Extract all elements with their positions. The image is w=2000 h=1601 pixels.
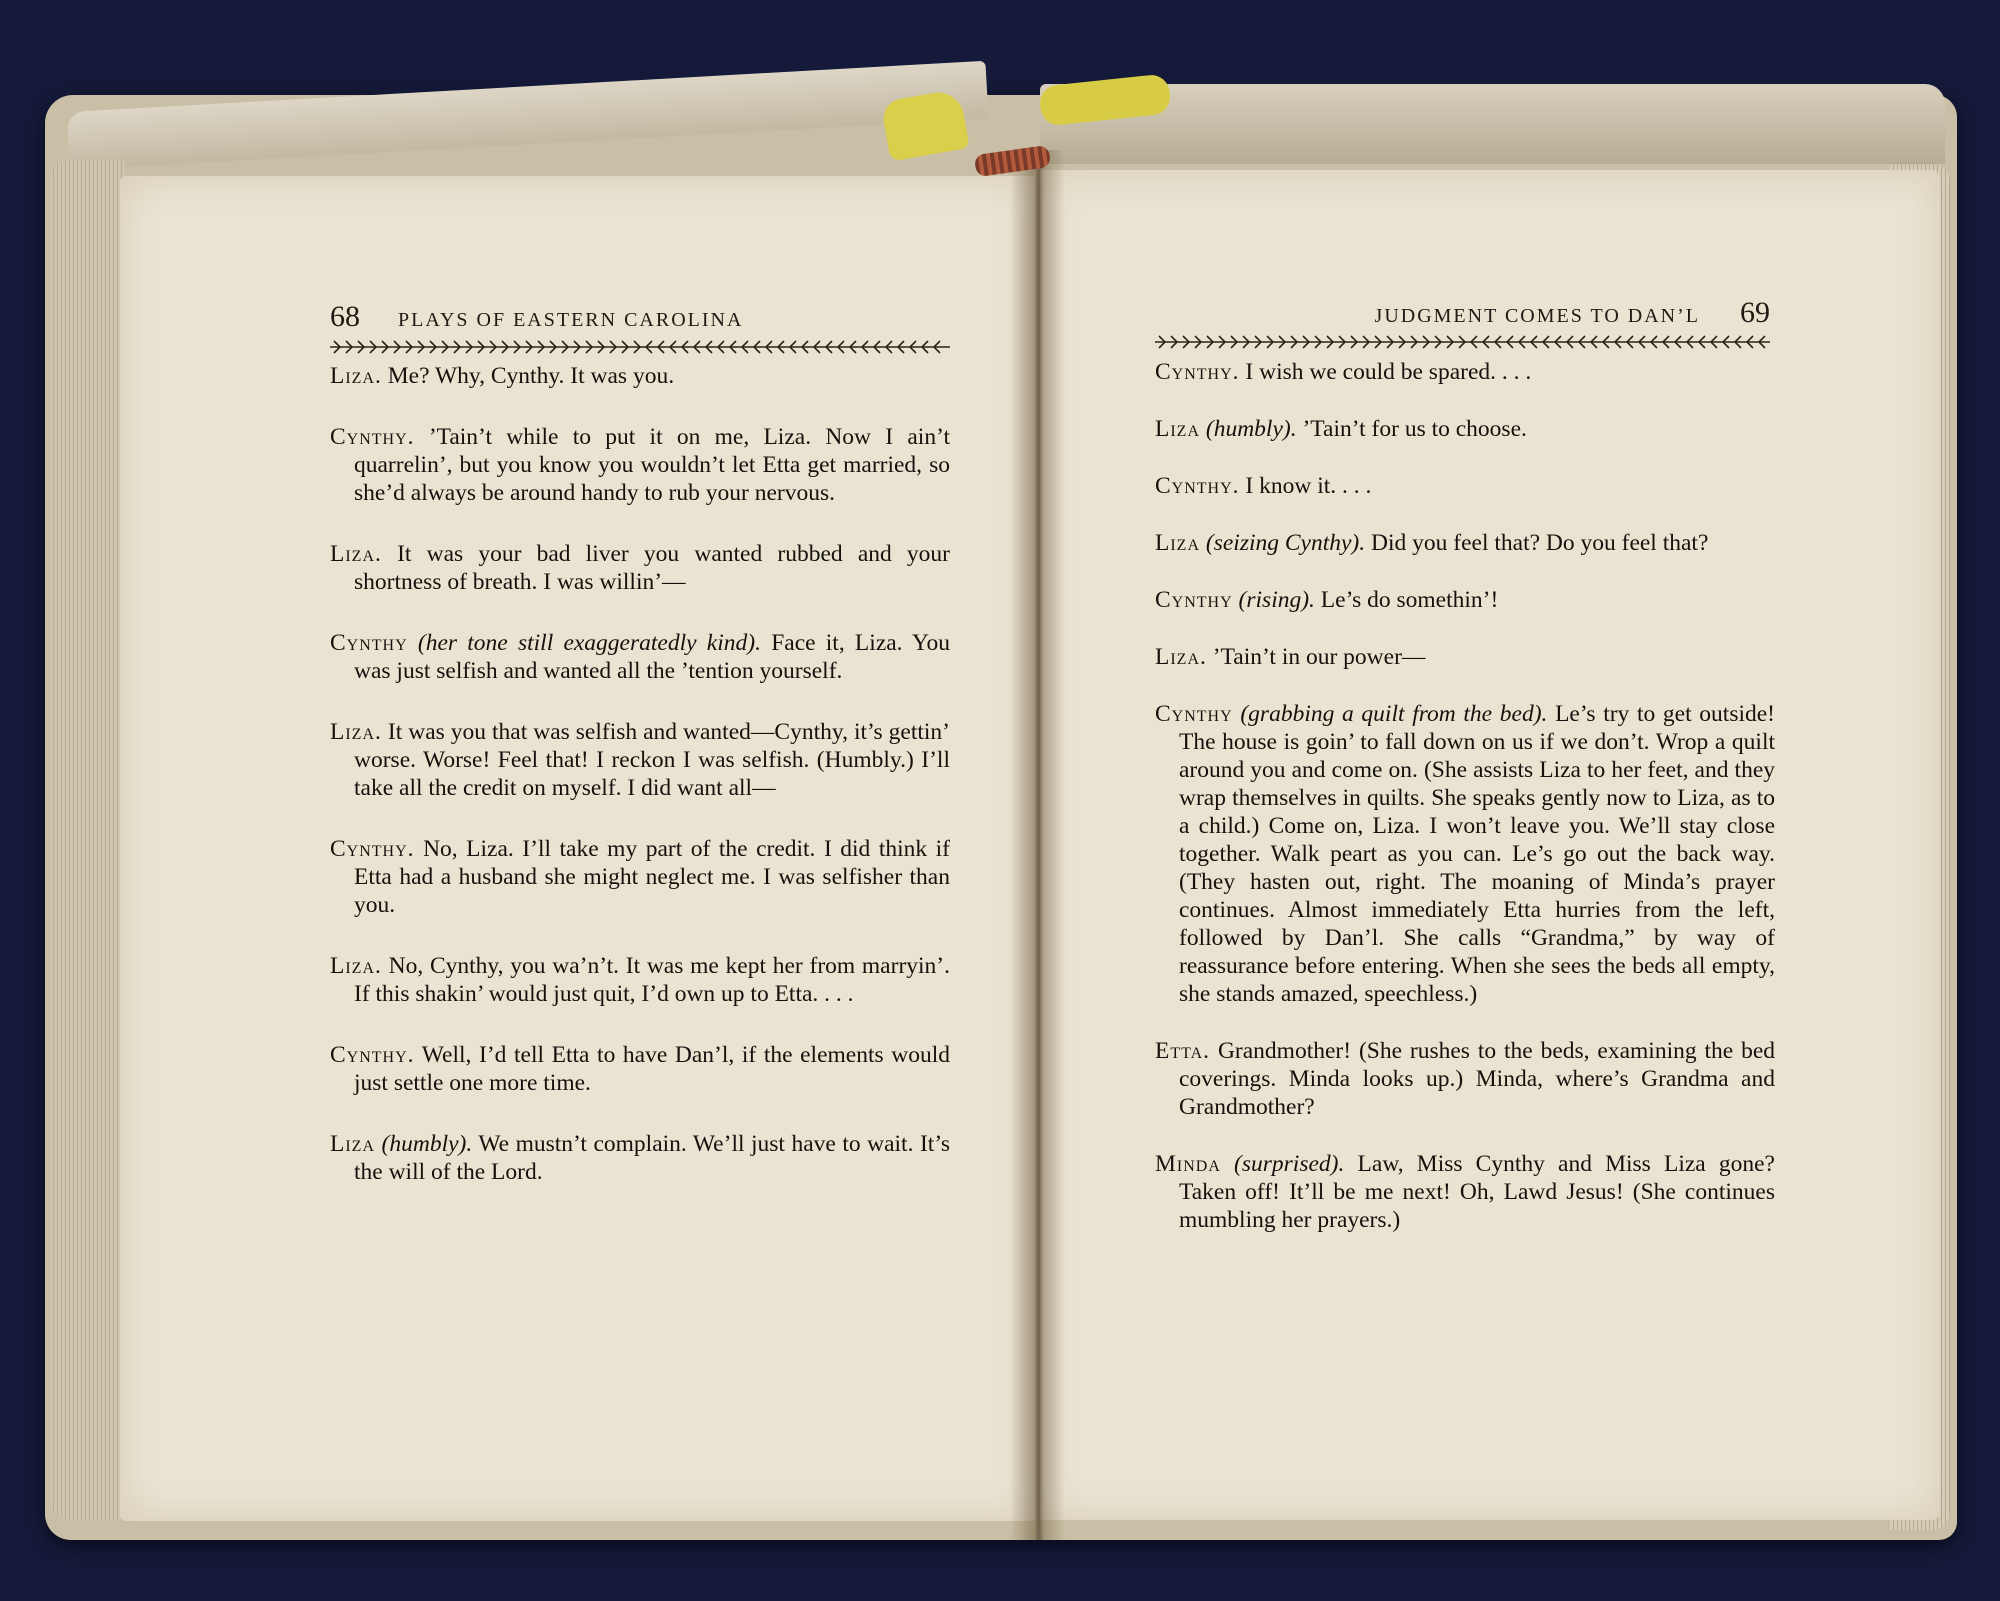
speech-text: No, Cynthy, you wa’n’t. It was me kept her from marryin’. If this shakin’ would just quit, I’d own up to Etta. . . . [354, 953, 950, 1007]
speaker-name: Liza. [330, 953, 382, 979]
speaker-name: Liza [1155, 530, 1201, 556]
speech [330, 629, 950, 685]
speech [1155, 472, 1775, 500]
speech-text: Face it, Liza. You was just selfish and wanted all the ’tention yourself. [354, 630, 951, 684]
speech-text: It was you that was selfish and wanted—Cynthy, it’s gettin’ worse. Worse! Feel that! I reckon I was selfish. (Humbly.) I’ll take all the credit on myself. I did want all— [354, 719, 951, 801]
speaker-name: Etta. [1155, 1038, 1211, 1064]
speech [330, 423, 950, 507]
speech [1155, 529, 1775, 557]
stage-direction: (humbly). [381, 1131, 473, 1157]
speech-text: No, Liza. I’ll take my part of the credit. I did think if Etta had a husband she might neglect me. I was selfisher than you. [354, 836, 950, 918]
speech [1155, 700, 1775, 1008]
speaker-name: Cynthy. [330, 836, 415, 862]
stage-direction: (rising). [1238, 587, 1315, 613]
running-title: PLAYS OF EASTERN CAROLINA [398, 309, 744, 331]
speaker-name: Liza [1155, 416, 1201, 442]
left-page-header [330, 300, 950, 334]
speech [1155, 358, 1775, 386]
speaker-name: Cynthy. [330, 1042, 415, 1068]
speaker-name: Liza. [1155, 644, 1207, 670]
page-edges-left [50, 160, 125, 1520]
stage-direction: (her tone still exaggeratedly kind). [417, 630, 761, 656]
speech-text: ’Tain’t while to put it on me, Liza. Now I ain’t quarrelin’, but you know you wouldn’t let Etta get married, so she’d always be around handy to rub your nervous. [354, 424, 950, 506]
stage-direction: (grabbing a quilt from the bed). [1240, 701, 1548, 727]
speech-text: We mustn’t complain. We’ll just have to wait. It’s the will of the Lord. [354, 1131, 950, 1185]
right-page-header [1270, 296, 1770, 330]
speaker-name: Liza. [330, 541, 382, 567]
page-number: 68 [330, 300, 360, 333]
right-page-text [1155, 358, 1775, 1263]
speech [330, 718, 950, 802]
speech-text: ’Tain’t for us to choose. [1302, 416, 1527, 442]
speech-text: ’Tain’t in our power— [1212, 644, 1426, 670]
speech [1155, 415, 1775, 443]
speech [330, 362, 950, 390]
speech [1155, 1150, 1775, 1234]
speaker-name: Liza. [330, 719, 382, 745]
speech-text: Grandmother! (She rushes to the beds, examining the bed coverings. Minda looks up.) Minda, where’s Grandma and Grandmother? [1179, 1038, 1775, 1120]
speaker-name: Cynthy [330, 630, 408, 656]
speech-text: Le’s try to get outside! The house is goin’ to fall down on us if we don’t. Wrop a quilt around you and come on. (She assists Liza to her feet, and they wrap themselves in quilts. She speaks gently now to Liza, as to a child.) Come on, Liza. I won’t leave you. We’ll stay close together. Walk peart as you can. Le’s go out the back way. (They hasten out, right. The moaning of Minda’s prayer continues. Almost immediately Etta hurries from the left, followed by Dan’l. She calls “Grandma,” by way of reassurance before entering. When she sees the beds all empty, she stands amazed, speechless.) [1179, 701, 1776, 1007]
chevron-rule-ornament [330, 340, 950, 354]
speech [330, 1130, 950, 1186]
speech [1155, 586, 1775, 614]
speech-text: Me? Why, Cynthy. It was you. [387, 363, 675, 389]
stage-direction: (humbly). [1205, 416, 1297, 442]
speech-text: Well, I’d tell Etta to have Dan’l, if the elements would just settle one more time. [354, 1042, 950, 1096]
speech [330, 540, 950, 596]
speech-text: Law, Miss Cynthy and Miss Liza gone? Taken off! It’ll be me next! Oh, Lawd Jesus! (She continues mumbling her prayers.) [1179, 1151, 1775, 1233]
speaker-name: Cynthy. [330, 424, 415, 450]
speaker-name: Minda [1155, 1151, 1221, 1177]
speech-text: Did you feel that? Do you feel that? [1371, 530, 1709, 556]
speaker-name: Liza [330, 1131, 376, 1157]
stage-direction: (seizing Cynthy). [1205, 530, 1366, 556]
speaker-name: Cynthy. [1155, 359, 1240, 385]
speech [1155, 643, 1775, 671]
speaker-name: Cynthy. [1155, 473, 1240, 499]
speech-text: It was your bad liver you wanted rubbed and your shortness of breath. I was willin’— [354, 541, 950, 595]
speaker-name: Cynthy [1155, 587, 1233, 613]
speech-text: I know it. . . . [1245, 473, 1372, 499]
speech [330, 952, 950, 1008]
speech [330, 1041, 950, 1097]
speaker-name: Liza. [330, 363, 382, 389]
stage-direction: (surprised). [1234, 1151, 1345, 1177]
speech-text: Le’s do somethin’! [1320, 587, 1499, 613]
speech-text: I wish we could be spared. . . . [1245, 359, 1532, 385]
speech [1155, 1037, 1775, 1121]
page-number: 69 [1740, 296, 1770, 329]
cover-edge-right [1040, 84, 1945, 164]
running-title: JUDGMENT COMES TO DAN’L [1374, 305, 1700, 327]
speech [330, 835, 950, 919]
speaker-name: Cynthy [1155, 701, 1233, 727]
left-page-text [330, 362, 950, 1219]
chevron-rule-ornament [1155, 335, 1770, 349]
book-gutter [1010, 150, 1065, 1540]
